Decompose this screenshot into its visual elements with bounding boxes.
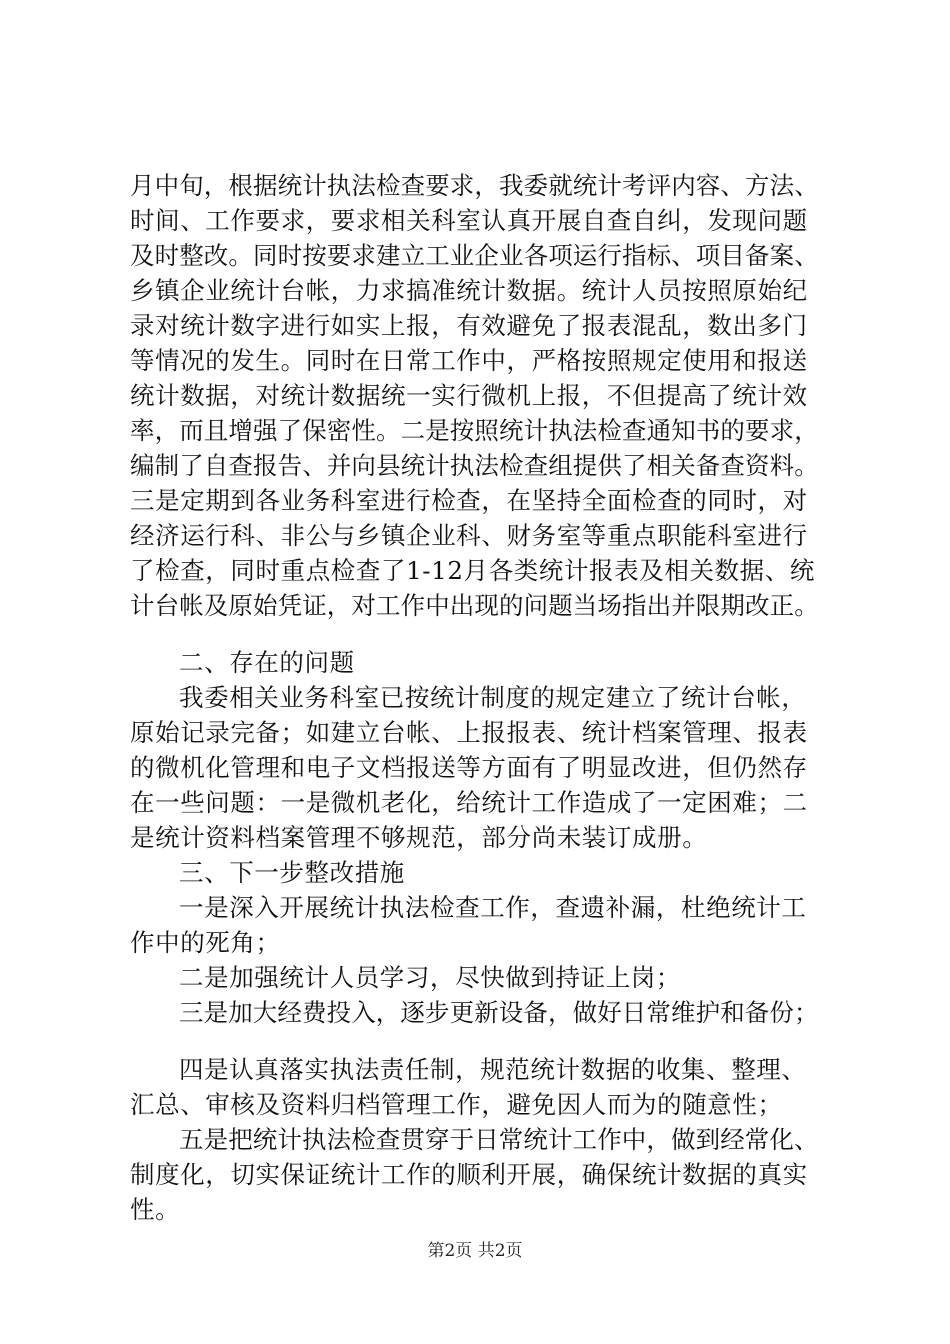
body-text-line: 等情况的发生。同时在日常工作中，严格按照规定使用和报送 (130, 346, 808, 375)
body-text-line: 录对统计数字进行如实上报，有效避免了报表混乱，数出多门 (130, 311, 808, 340)
body-text-line: 计台帐及原始凭证，对工作中出现的问题当场指出并限期改正。 (130, 591, 819, 620)
body-text-line: 月中旬，根据统计执法检查要求，我委就统计考评内容、方法、 (130, 171, 819, 200)
section-heading: 二、存在的问题 (179, 648, 355, 677)
body-text-line: 四是认真落实执法责任制，规范统计数据的收集、整理、 (179, 1055, 807, 1084)
body-text-line: 编制了自查报告、并向县统计执法检查组提供了相关备查资料。 (130, 451, 819, 480)
body-text-line: 统计数据，对统计数据统一实行微机上报，不但提高了统计效 (130, 381, 808, 410)
body-text-line: 原始记录完备；如建立台帐、上报报表、统计档案管理、报表 (130, 718, 808, 747)
body-text-line: 是统计资料档案管理不够规范，部分尚未装订成册。 (130, 823, 708, 852)
body-text-line: 汇总、审核及资料归档管理工作，避免因人而为的随意性； (130, 1090, 783, 1119)
section-heading: 三、下一步整改措施 (179, 858, 405, 887)
body-text-line: 及时整改。同时按要求建立工业企业各项运行指标、项目备案、 (130, 241, 819, 270)
body-text-line: 一是深入开展统计执法检查工作，查遗补漏，杜绝统计工 (179, 893, 807, 922)
body-text-line: 二是加强统计人员学习，尽快做到持证上岗； (179, 963, 681, 992)
body-text-line: 率，而且增强了保密性。二是按照统计执法检查通知书的要求， (130, 416, 819, 445)
body-text-line: 三是加大经费投入，逐步更新设备，做好日常维护和备份； (179, 998, 819, 1027)
body-text-line: 三是定期到各业务科室进行检查，在坚持全面检查的同时，对 (130, 486, 808, 515)
body-text-line: 我委相关业务科室已按统计制度的规定建立了统计台帐， (179, 683, 807, 712)
body-text-line: 的微机化管理和电子文档报送等方面有了明显改进，但仍然存 (130, 753, 808, 782)
body-text-line: 乡镇企业统计台帐，力求搞准统计数据。统计人员按照原始纪 (130, 276, 808, 305)
body-text-line: 了检查，同时重点检查了1-12月各类统计报表及相关数据、统 (130, 556, 815, 585)
body-text-line: 性。 (130, 1195, 181, 1224)
body-text-line: 时间、工作要求，要求相关科室认真开展自查自纠，发现问题 (130, 206, 808, 235)
body-text-line: 在一些问题：一是微机老化，给统计工作造成了一定困难；二 (130, 788, 808, 817)
body-text-line: 制度化，切实保证统计工作的顺利开展，确保统计数据的真实 (130, 1160, 808, 1189)
body-text-line: 经济运行科、非公与乡镇企业科、财务室等重点职能科室进行 (130, 521, 808, 550)
body-text-line: 作中的死角； (130, 928, 281, 957)
page-footer: 第2页 共2页 (427, 1241, 523, 1261)
body-text-line: 五是把统计执法检查贯穿于日常统计工作中，做到经常化、 (179, 1125, 819, 1154)
